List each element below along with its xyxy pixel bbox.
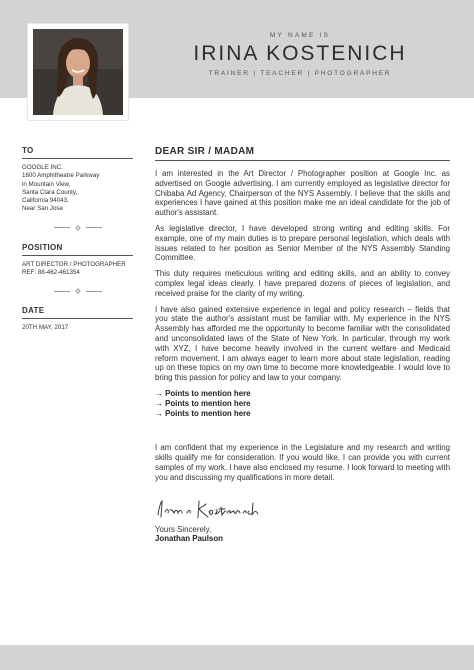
points-list: [155, 389, 450, 418]
point-item: → Points to mention here: [155, 388, 251, 398]
to-address: [22, 164, 133, 214]
closing-paragraph: I am confident that my experience in the Legislature and my research and writing skills qualify me for consideration. If you would like, I can provide you with current samples of my work. I have also enclosed my resume. I look forward to meeting with you and discussing my qualifications in more detail.: [155, 443, 450, 482]
address-line: GOOGLE INC.: [22, 164, 63, 171]
date-value: 20TH MAY, 2017: [22, 324, 69, 332]
name-block: [190, 32, 410, 77]
diamond-icon: [75, 225, 81, 231]
roles-subtitle: TRAINER | TEACHER | PHOTOGRAPHER: [208, 70, 392, 77]
letter-paragraph: I have also gained extensive experience in legal and policy research – fields that you state the author's assistant must be familiar with. My experience in the NYS Assembly has afforded me the opportunity to become familiar with the consolidated and unconsolidated laws of the State of New York. In particular, through my work with XYZ, I have become heavily involved in the current welfare and Medicaid reform movement. I am always eager to learn more about state legislation, reading up on these topics on my own time to become more knowledgeable. I would love to bring this passion for policy and law to your company.: [155, 304, 450, 383]
profile-photo: [33, 29, 123, 115]
address-line: Near San Jose: [22, 205, 63, 213]
portrait-image: [33, 29, 123, 115]
position-line: ART DIRECTOR / PHOTOGRAPHER: [22, 260, 126, 268]
section-divider: [22, 222, 133, 234]
date-rule: [22, 318, 133, 319]
point-item: → Points to mention here: [155, 408, 251, 418]
position-section: [22, 243, 133, 278]
signer-name: Jonathan Paulson: [155, 534, 223, 544]
letter-body: [155, 146, 450, 544]
date-section: [22, 306, 133, 332]
to-title: TO: [22, 146, 34, 155]
to-rule: [22, 158, 133, 159]
section-divider: [22, 285, 133, 297]
date-title: DATE: [22, 306, 45, 316]
address-line: 1600 Amphitheatre Parkway: [22, 172, 100, 180]
position-rule: [22, 255, 133, 256]
sign-off: Yours Sincerely,: [155, 524, 212, 534]
my-name-label: MY NAME IS: [269, 32, 331, 39]
position-line: REF: 88-462-461354: [22, 269, 80, 277]
salutation-rule: [155, 160, 450, 161]
handwritten-signature: [155, 497, 450, 521]
profile-photo-frame: [28, 24, 128, 120]
letter-paragraph: As legislative director, I have developed strong writing and editing skills. For example, one of my main duties is to prepare personal legislation, which deals with issues related to her position as Senior Member of the NYS Assembly Standing Committee.: [155, 223, 450, 263]
salutation: DEAR SIR / MADAM: [155, 146, 255, 157]
sidebar: [22, 146, 133, 333]
full-name: IRINA KOSTENICH: [193, 42, 407, 65]
position-title: POSITION: [22, 242, 63, 252]
to-section: [22, 146, 133, 214]
diamond-icon: [75, 289, 81, 295]
signature-image: [155, 497, 285, 521]
address-line: California 94043,: [22, 197, 69, 205]
address-line: in Mountain View,: [22, 180, 71, 188]
point-item: → Points to mention here: [155, 398, 251, 408]
letter-paragraph: This duty requires meticulous writing and editing skills, and an ability to convey complex legal ideas clearly. I have prepared dozens of pieces of legislation, and received praise for the clarity of my writing.: [155, 269, 450, 298]
position-details: [22, 261, 133, 278]
address-line: Santa Clara County,: [22, 188, 78, 196]
letter-paragraph: I am interested in the Art Director / Photographer position at Google Inc. as advertised on Google advertising. I am currently employed as legislative director for Chibaba Ad Agency, Chairperson of the NYS Assembly. I believe that the skills and experiences I have gained at this position make me an ideal candidate for the job of author's assistant.: [155, 169, 450, 218]
footer-band: [0, 645, 474, 670]
